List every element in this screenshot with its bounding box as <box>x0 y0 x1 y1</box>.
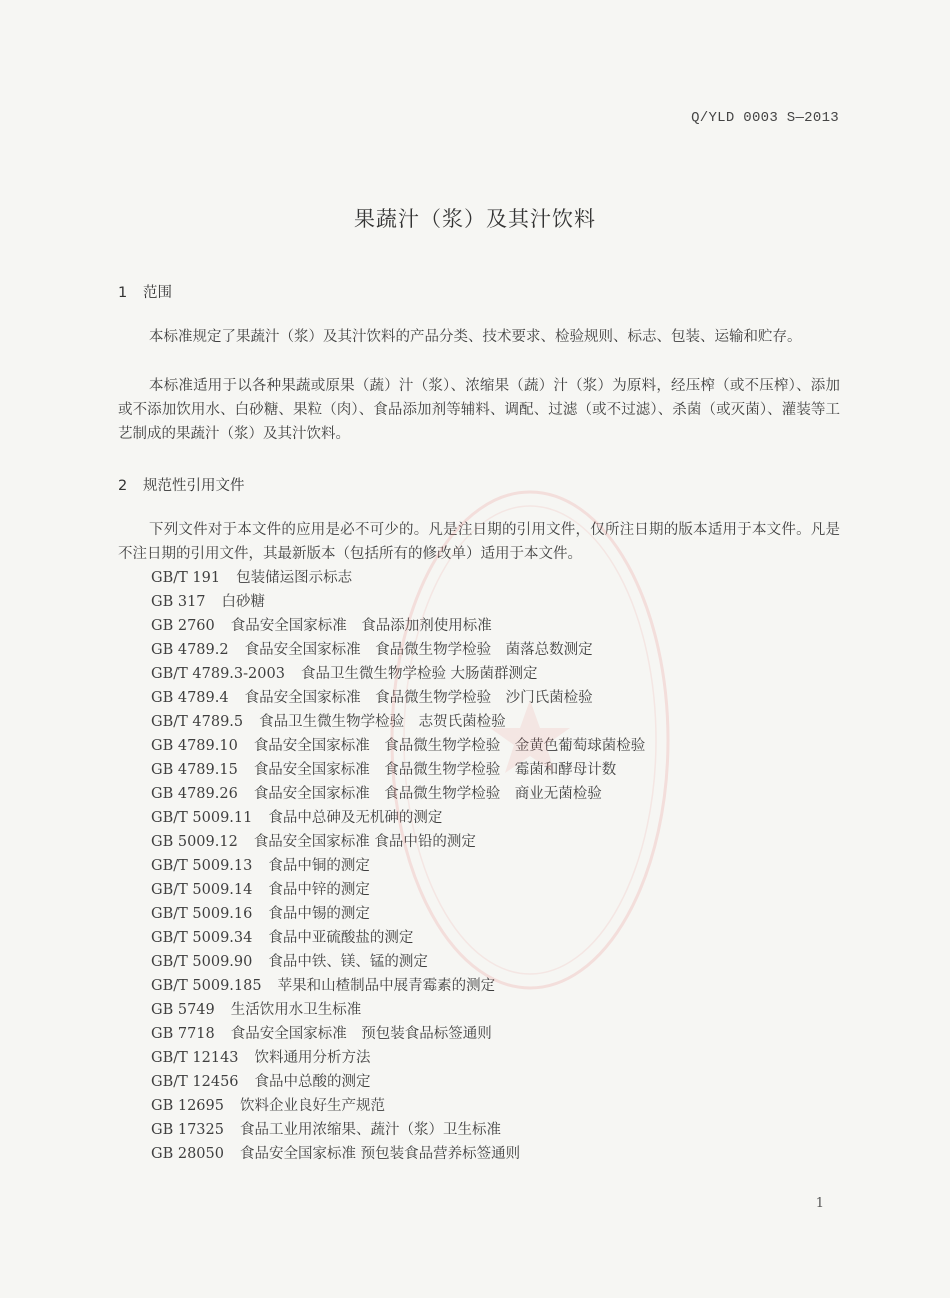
reference-item <box>151 734 645 758</box>
reference-item <box>151 806 645 830</box>
reference-code: GB 28050 <box>151 1146 224 1162</box>
reference-code: GB/T 5009.34 <box>151 930 253 946</box>
reference-item <box>151 878 645 902</box>
reference-title: 食品安全国家标准 食品微生物学检验 商业无菌检验 <box>253 786 602 802</box>
reference-code: GB/T 4789.5 <box>151 714 244 730</box>
reference-item <box>151 1046 645 1070</box>
reference-title: 包装储运图示标志 <box>236 570 353 586</box>
reference-title: 苹果和山楂制品中展青霉素的测定 <box>277 978 496 994</box>
reference-item <box>151 710 645 734</box>
reference-code: GB 2760 <box>151 618 215 634</box>
reference-item <box>151 590 645 614</box>
section-2-number: 2 <box>118 478 128 494</box>
section-1-heading <box>118 281 172 302</box>
reference-code: GB 4789.2 <box>151 642 229 658</box>
page-number: 1 <box>815 1196 824 1211</box>
document-code: Q/YLD 0003 S—2013 <box>691 110 839 126</box>
reference-title: 食品中铁、镁、锰的测定 <box>268 954 428 970</box>
reference-title: 食品安全国家标准 食品微生物学检验 霉菌和酵母计数 <box>253 762 617 778</box>
reference-title: 食品安全国家标准 食品微生物学检验 沙门氏菌检验 <box>244 690 593 706</box>
reference-item <box>151 1142 645 1166</box>
reference-title: 食品中锌的测定 <box>268 882 370 898</box>
reference-title: 食品安全国家标准 食品中铅的测定 <box>253 834 476 850</box>
reference-item <box>151 782 645 806</box>
reference-item <box>151 1094 645 1118</box>
reference-code: GB 12695 <box>151 1098 224 1114</box>
reference-code: GB 17325 <box>151 1122 224 1138</box>
reference-item <box>151 566 645 590</box>
reference-title: 食品中锡的测定 <box>268 906 370 922</box>
reference-code: GB/T 5009.13 <box>151 858 253 874</box>
reference-item <box>151 1118 645 1142</box>
reference-code: GB/T 12143 <box>151 1050 239 1066</box>
reference-item <box>151 998 645 1022</box>
section-2-title: 规范性引用文件 <box>143 478 245 494</box>
reference-code: GB/T 5009.11 <box>151 810 253 826</box>
reference-title: 食品安全国家标准 食品微生物学检验 菌落总数测定 <box>244 642 593 658</box>
reference-title: 食品安全国家标准 食品微生物学检验 金黄色葡萄球菌检验 <box>253 738 646 754</box>
reference-code: GB 4789.10 <box>151 738 238 754</box>
reference-item <box>151 758 645 782</box>
reference-item <box>151 638 645 662</box>
reference-title: 生活饮用水卫生标准 <box>230 1002 362 1018</box>
reference-code: GB/T 5009.14 <box>151 882 253 898</box>
section-1-paragraph-1: 本标准规定了果蔬汁（浆）及其汁饮料的产品分类、技术要求、检验规则、标志、包装、运输和贮存。 <box>149 329 802 345</box>
section-2-heading <box>118 474 245 495</box>
section-1-title: 范围 <box>143 285 172 301</box>
reference-title: 食品卫生微生物学检验 志贺氏菌检验 <box>259 714 506 730</box>
reference-code: GB 7718 <box>151 1026 215 1042</box>
reference-title: 食品安全国家标准 食品添加剂使用标准 <box>230 618 492 634</box>
reference-item <box>151 830 645 854</box>
reference-code: GB 317 <box>151 594 206 610</box>
reference-code: GB 4789.4 <box>151 690 229 706</box>
reference-item <box>151 1022 645 1046</box>
reference-title: 食品工业用浓缩果、蔬汁（浆）卫生标准 <box>239 1122 501 1138</box>
reference-code: GB 5749 <box>151 1002 215 1018</box>
section-1-number: 1 <box>118 285 128 301</box>
section-1-paragraph-2: 本标准适用于以各种果蔬或原果（蔬）汁（浆）、浓缩果（蔬）汁（浆）为原料，经压榨（或不压榨）、添加或不添加饮用水、白砂糖、果粒（肉）、食品添加剂等辅料、调配、过滤（或不过滤）、杀菌（或灭菌）、灌装等工艺制成的果蔬汁（浆）及其汁饮料。 <box>118 378 840 442</box>
reference-item <box>151 926 645 950</box>
reference-title: 食品卫生微生物学检验 大肠菌群测定 <box>300 666 538 682</box>
reference-title: 食品中亚硫酸盐的测定 <box>268 930 414 946</box>
reference-title: 饮料企业良好生产规范 <box>239 1098 385 1114</box>
reference-item <box>151 662 645 686</box>
reference-title: 食品安全国家标准 预包装食品标签通则 <box>230 1026 492 1042</box>
reference-item <box>151 902 645 926</box>
reference-code: GB/T 5009.16 <box>151 906 253 922</box>
reference-item <box>151 950 645 974</box>
reference-code: GB 4789.15 <box>151 762 238 778</box>
reference-code: GB 5009.12 <box>151 834 238 850</box>
reference-code: GB/T 4789.3-2003 <box>151 666 285 682</box>
reference-title: 食品中总酸的测定 <box>254 1074 371 1090</box>
reference-list <box>151 566 645 1166</box>
reference-item <box>151 974 645 998</box>
reference-item <box>151 614 645 638</box>
reference-title: 食品中总砷及无机砷的测定 <box>268 810 443 826</box>
reference-code: GB/T 12456 <box>151 1074 239 1090</box>
reference-item <box>151 854 645 878</box>
document-title: 果蔬汁（浆）及其汁饮料 <box>354 207 596 231</box>
reference-title: 食品安全国家标准 预包装食品营养标签通则 <box>239 1146 521 1162</box>
reference-code: GB/T 5009.90 <box>151 954 253 970</box>
section-2-intro: 下列文件对于本文件的应用是必不可少的。凡是注日期的引用文件，仅所注日期的版本适用于本文件。凡是不注日期的引用文件，其最新版本（包括所有的修改单）适用于本文件。 <box>118 522 840 562</box>
reference-code: GB/T 5009.185 <box>151 978 262 994</box>
reference-code: GB/T 191 <box>151 570 221 586</box>
reference-title: 饮料通用分析方法 <box>254 1050 371 1066</box>
reference-title: 白砂糖 <box>221 594 266 610</box>
reference-item <box>151 686 645 710</box>
reference-title: 食品中铜的测定 <box>268 858 370 874</box>
reference-item <box>151 1070 645 1094</box>
reference-code: GB 4789.26 <box>151 786 238 802</box>
